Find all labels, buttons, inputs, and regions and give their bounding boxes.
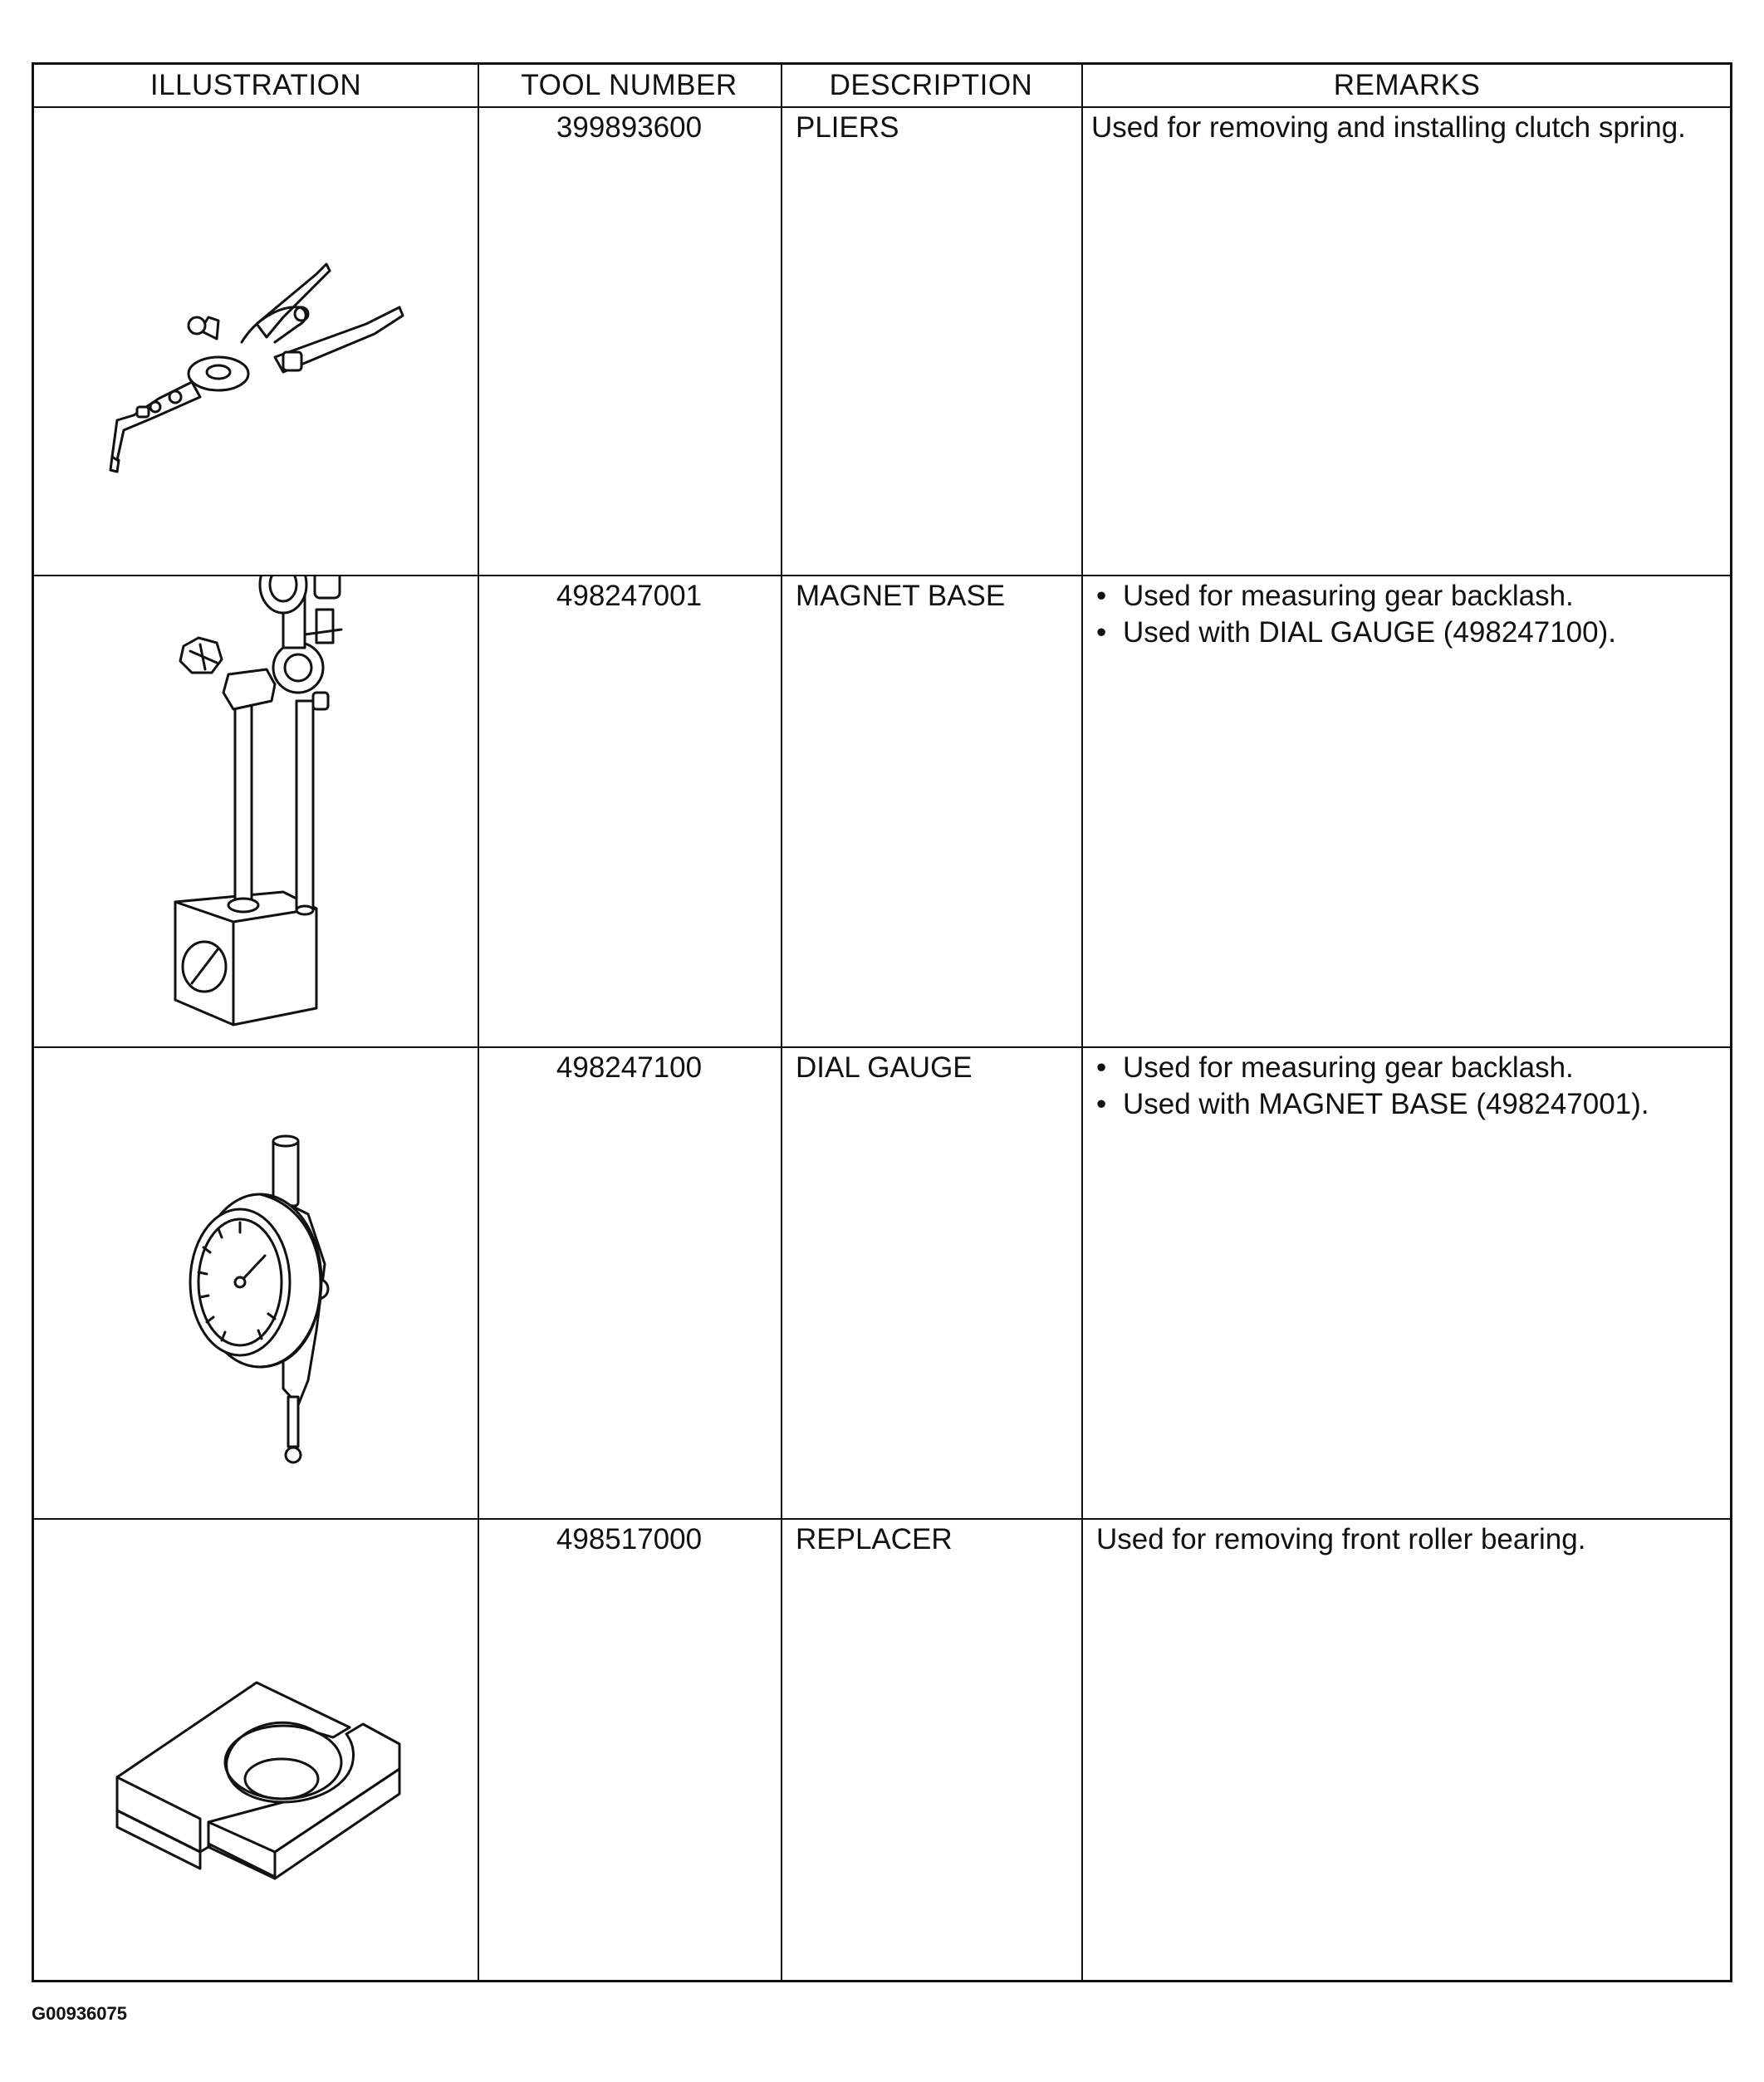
tool-remarks bbox=[1091, 1050, 1731, 1123]
tool-number: 498247001 bbox=[556, 580, 703, 612]
tool-description: DIAL GAUGE bbox=[796, 1051, 973, 1084]
header-description: DESCRIPTION bbox=[829, 69, 1033, 101]
table-row bbox=[34, 108, 1730, 575]
table-row bbox=[34, 1048, 1730, 1518]
magnet-base-icon bbox=[34, 576, 478, 1046]
table-row bbox=[34, 576, 1730, 1046]
tool-remarks: Used for removing and installing clutch spring. bbox=[1091, 111, 1686, 144]
tool-description: REPLACER bbox=[796, 1523, 953, 1555]
remark-item: • Used for measuring gear backlash. bbox=[1091, 578, 1731, 615]
table-row bbox=[34, 1520, 1730, 1982]
figure-id: G00936075 bbox=[32, 2003, 127, 2024]
tool-number: 399893600 bbox=[556, 111, 703, 144]
tool-remarks bbox=[1091, 578, 1731, 651]
tool-number: 498517000 bbox=[556, 1523, 703, 1555]
pliers-icon bbox=[34, 108, 478, 575]
remark-item: • Used for measuring gear backlash. bbox=[1091, 1050, 1731, 1086]
tool-number: 498247100 bbox=[556, 1051, 703, 1084]
remark-item: • Used with MAGNET BASE (498247001). bbox=[1091, 1086, 1731, 1123]
tool-remarks: Used for removing front roller bearing. bbox=[1096, 1523, 1586, 1555]
remark-item: • Used with DIAL GAUGE (498247100). bbox=[1091, 615, 1731, 651]
header-remarks: REMARKS bbox=[1333, 69, 1481, 101]
tool-description: PLIERS bbox=[796, 111, 899, 144]
dial-gauge-icon bbox=[34, 1048, 478, 1518]
special-tools-table bbox=[32, 62, 1732, 1982]
replacer-icon bbox=[34, 1520, 478, 1982]
header-tool-number: TOOL NUMBER bbox=[521, 69, 737, 101]
tool-description: MAGNET BASE bbox=[796, 580, 1006, 612]
header-illustration: ILLUSTRATION bbox=[149, 69, 362, 101]
